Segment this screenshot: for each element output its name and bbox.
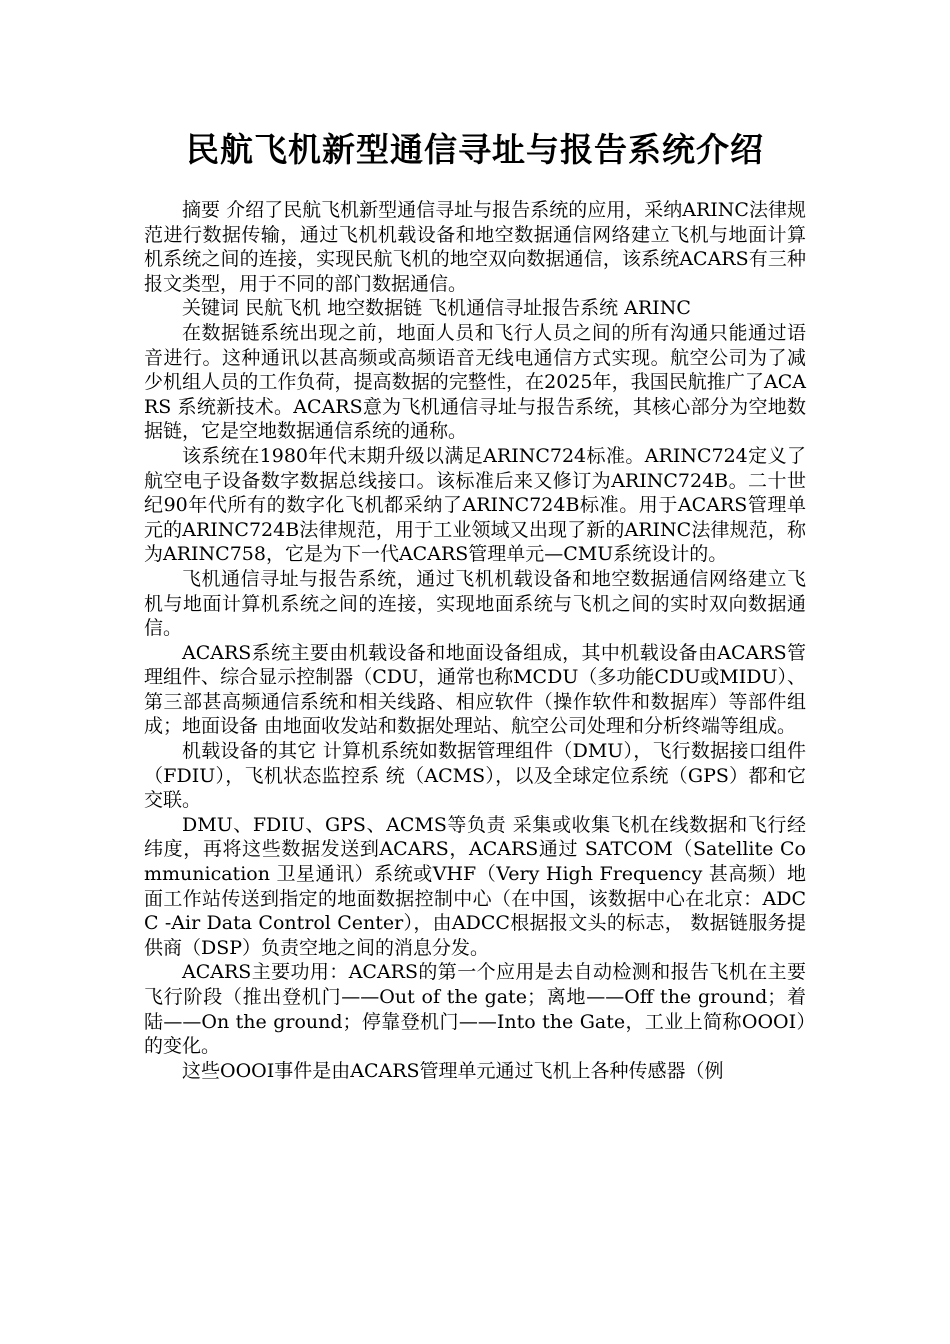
body-paragraph: DMU、FDIU、GPS、ACMS等负责 采集或收集飞机在线数据和飞行经纬度，再将这些数据发送到ACARS，ACARS通过 SATCOM（Satellite Communication 卫星通讯）系统或VHF（Very High Frequency 甚高频）地面工作站传送到指定的地面数据控制中心（在中国，该数据中心在北京：ADCC -Air Data Control Center），由ADCC根据报文头的标志， 数据链服务提 供商（DSP）负责空地之间的消息分发。	[144, 813, 806, 959]
body-paragraph: 机载设备的其它 计算机系统如数据管理组件（DMU），飞行数据接口组件（FDIU），飞机状态监控系 统（ACMS），以及全球定位系统（GPS）都和它交联。	[144, 740, 806, 812]
body-paragraph: 在数据链系统出现之前，地面人员和飞行人员之间的所有沟通只能通过语音进行。这种通讯以甚高频或高频语音无线电通信方式实现。航空公司为了减少机组人员的工作负荷，提高数据的完整性，在2025年，我国民航推广了ACARS 系统新技术。ACARS意为飞机通信寻址与报告系统，其核心部分为空地数据链，它是空地数据通信系统的通称。	[144, 321, 806, 443]
document-body	[144, 198, 806, 1083]
body-paragraph: ACARS系统主要由机载设备和地面设备组成，其中机载设备由ACARS管理组件、综合显示控制器（CDU，通常也称MCDU（多功能CDU或MIDU）、第三部甚高频通信系统和相关线路、相应软件（操作软件和数据库）等部件组成；地面设备 由地面收发站和数据处理站、航空公司处理和分析终端等组成。	[144, 641, 806, 738]
abstract-paragraph: 摘要 介绍了民航飞机新型通信寻址与报告系统的应用，采纳ARINC法律规范进行数据传输，通过飞机机载设备和地空数据通信网络建立飞机与地面计算机系统之间的连接，实现民航飞机的地空双向数据通信，该系统ACARS有三种报文类型，用于不同的部门数据通信。	[144, 199, 806, 295]
document-title: 民航飞机新型通信寻址与报告系统介绍	[186, 130, 764, 169]
body-paragraph: 该系统在1980年代末期升级以满足ARINC724标准。ARINC724定义了航空电子设备数字数据总线接口。该标准后来又修订为ARINC724B。二十世纪90年代所有的数字化飞机都采纳了ARINC724B标准。用于ACARS管理单元的ARINC724B法律规范，用于工业领域又出现了新的ARINC法律规范，称为ARINC758，它是为下一代ACARS管理单元—CMU系统设计的。	[144, 444, 806, 566]
body-paragraph: 这些OOOI事件是由ACARS管理单元通过飞机上各种传感器（例	[182, 1059, 724, 1082]
keywords-paragraph: 关键词 民航飞机 地空数据链 飞机通信寻址报告系统 ARINC	[182, 297, 691, 320]
body-paragraph: ACARS主要功用：ACARS的第一个应用是去自动检测和报告飞机在主要飞行阶段（推出登机门——Out of the gate；离地——Off the ground；着陆——On the ground；停靠登机门——Into the Gate，工业上简称OOOI）的变化。	[144, 961, 806, 1058]
body-paragraph: 飞机通信寻址与报告系统，通过飞机机载设备和地空数据通信网络建立飞机与地面计算机系统之间的连接，实现地面系统与飞机之间的实时双向数据通信。	[144, 567, 806, 640]
